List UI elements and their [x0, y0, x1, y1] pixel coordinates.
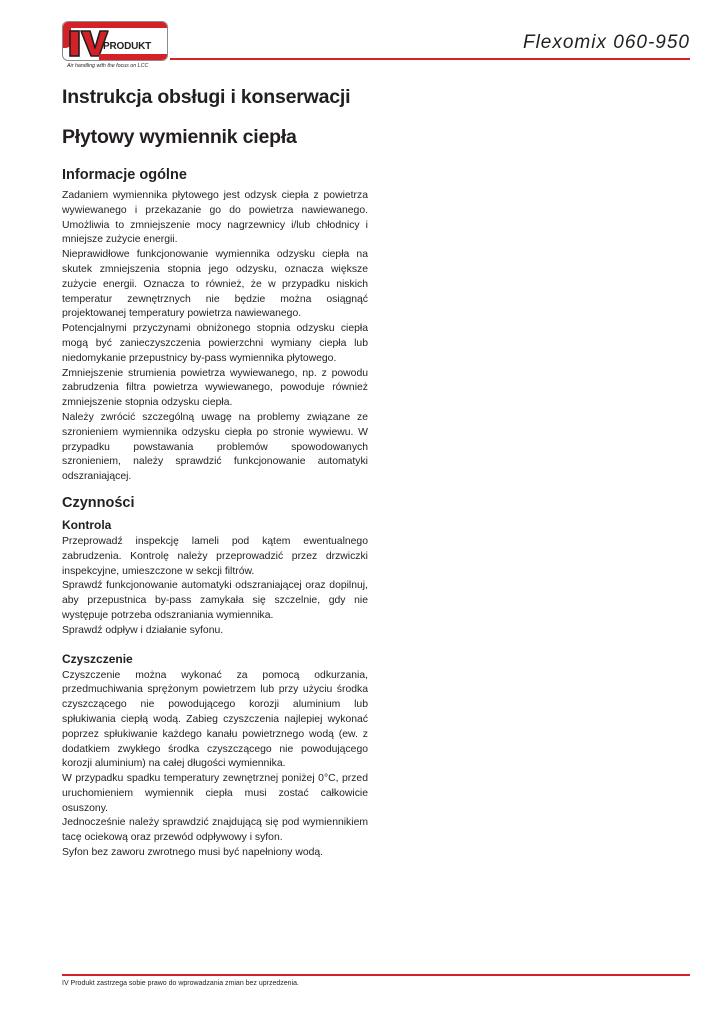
cleaning-paragraph: W przypadku spadku temperatury zewnętrznej poniżej 0°C, przed uruchomieniem wymiennik ciepła musi zostać całkowicie osuszony. [62, 773, 368, 814]
control-paragraph: Przeprowadź inspekcję lameli pod kątem ewentualnego zabrudzenia. Kontrolę należy przeprowadzić przez drzwiczki inspekcyjne, umieszczone w sekcji filtrów. [62, 535, 368, 577]
cleaning-paragraph: Syfon bez zaworu zwrotnego musi być napełniony wodą. [62, 847, 324, 859]
footer-divider [62, 974, 690, 976]
cleaning-heading: Czyszczenie [62, 651, 133, 666]
footer-disclaimer: IV Produkt zastrzega sobie prawo do wprowadzania zmian bez uprzedzenia. [62, 980, 299, 987]
product-name: Flexomix 060-950 [522, 32, 690, 53]
control-paragraph: Sprawdź odpływ i działanie syfonu. [62, 624, 224, 636]
logo-frame [62, 21, 168, 61]
document-body [62, 84, 368, 861]
general-paragraph: Należy zwrócić szczególną uwagę na problemy związane ze szronieniem wymiennika odzysku ciepła po stronie wywiewu. W przypadku powstawania problemów spowodowanych szronieniem, należy sprawdzić funkcjonowanie automatyki odszraniającej. [62, 411, 368, 483]
cleaning-paragraph: Czyszczenie można wykonać za pomocą odkurzania, przedmuchiwania sprężonym powietrzem lub przy użyciu środka czyszczącego nie powodującego korozji aluminium lub spłukiwania ciepłą wodą. Zabieg czyszczenia najlepiej wykonać poprzez spłukiwanie każdego kanału powietrznego wodą (ew. z dodatkiem zwykłego środka czyszczącego nie powodującego korozji aluminium) na całej długości wymiennika. [62, 669, 368, 770]
general-paragraph: Potencjalnymi przyczynami obniżonego stopnia odzysku ciepła mogą być zanieczyszczenia powierzchni wymiany ciepła lub niedomykanie przepustnicy by-pass wymiennika płytowego. [62, 323, 368, 364]
control-paragraph: Sprawdź funkcjonowanie automatyki odszraniającej oraz dopilnuj, aby przepustnica by-pass zamykała się szczelnie, gdy nie występuje potrzeba odszraniania wymiennika. [62, 580, 368, 621]
general-paragraph: Nieprawidłowe funkcjonowanie wymiennika odzysku ciepła na skutek zmniejszenia stopnia jego odzysku, oznacza większe zużycie energii. Oznacza to również, że w przypadku niskich temperatur zewnętrznych nie będzie można osiągnąć projektowanej temperatury powietrza nawiewanego. [62, 249, 368, 320]
company-tagline: Air handling with the focus on LCC [67, 63, 149, 69]
control-heading: Kontrola [62, 517, 112, 532]
activities-heading: Czynności [62, 494, 135, 511]
header-divider [170, 58, 690, 60]
cleaning-paragraph: Jednocześnie należy sprawdzić znajdującą się pod wymiennikiem tacę ociekową oraz przewód odpływowy i syfon. [62, 817, 368, 844]
document-title: Instrukcja obsługi i konserwacji [62, 86, 351, 108]
general-paragraph: Zadaniem wymiennika płytowego jest odzysk ciepła z powietrza wywiewanego i przekazanie go do powietrza nawiewanego. Umożliwia to zmniejszenie mocy nagrzewnicy i/lub chłodnicy i mniejsze zużycie energii. [62, 190, 368, 246]
general-info-heading: Informacje ogólne [62, 167, 187, 183]
general-paragraph: Zmniejszenie strumienia powietrza wywiewanego, np. z powodu zabrudzenia filtra powietrza wywiewanego, powoduje również zmniejszenie stopnia odzysku ciepła. [62, 367, 368, 409]
document-subtitle: Płytowy wymiennik ciepła [62, 126, 297, 148]
logo-wordmark: PRODUKT [103, 41, 152, 52]
